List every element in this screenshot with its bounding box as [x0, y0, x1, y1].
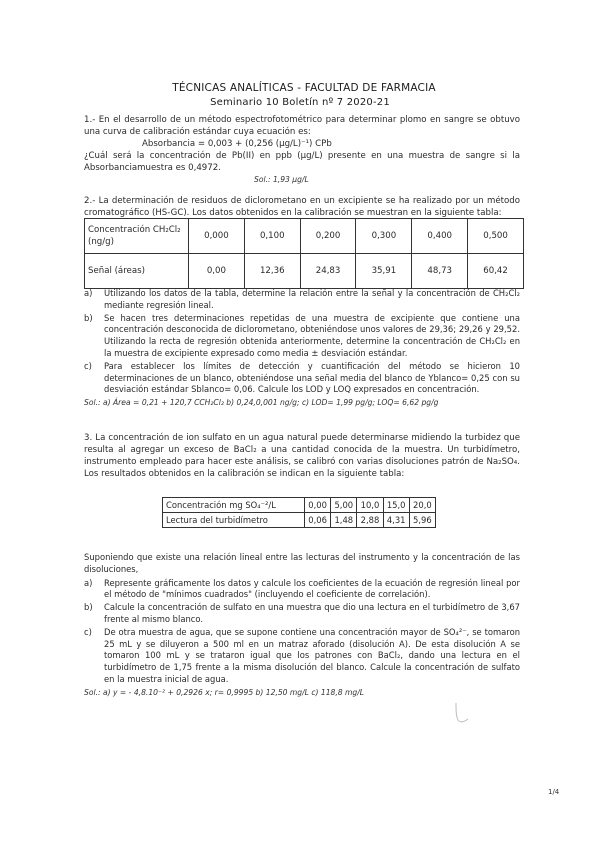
q2-conc-cell: 0,300 [356, 219, 412, 254]
list-item [84, 627, 520, 686]
table-row [85, 219, 524, 254]
q2-conc-cell: 0,000 [189, 219, 245, 254]
q3-reading-cell: 1,48 [331, 513, 357, 528]
list-item [84, 361, 520, 396]
q2-signal-cell: 24,83 [300, 254, 356, 289]
q3-conc-cell: 20,0 [409, 498, 435, 513]
q2-conc-cell: 0,200 [300, 219, 356, 254]
q3-assumption: Suponiendo que existe una relación lineal entre las lecturas del instrumento y la concentración de las disoluciones, [84, 552, 520, 574]
list-marker: a) [84, 577, 93, 588]
list-marker: b) [84, 602, 93, 613]
list-text: Represente gráficamente los datos y calcule los coeficientes de la ecuación de regresión lineal por el método de "mínimos cuadrados" (incluyendo el coeficiente de correlación). [104, 577, 520, 600]
list-text: Calcule la concentración de sulfato en una muestra que dio una lectura en el turbidímetro de 3,67 frente al mismo blanco. [104, 602, 520, 624]
q3-reading-cell: 0,06 [305, 513, 331, 528]
q2-signal-cell: 48,73 [412, 254, 468, 289]
q3-reading-cell: 5,96 [409, 513, 435, 528]
q2-row2-label: Señal (áreas) [85, 254, 189, 289]
list-item [84, 313, 520, 360]
q3-conc-cell: 5,00 [331, 498, 357, 513]
q1-question: ¿Cuál será la concentración de Pb(II) en ppb (µg/L) presente en una muestra de sangre si la Absorbanciamuestra es 0,4972. [84, 151, 520, 173]
q2-calibration-table [84, 218, 524, 289]
q3-body [84, 552, 520, 699]
list-marker: b) [84, 312, 93, 323]
q3-row2-label: Lectura del turbidímetro [163, 513, 305, 528]
list-marker: c) [84, 360, 92, 371]
q1-intro: 1.- En el desarrollo de un método espectrofotométrico para determinar plomo en sangre se obtuvo una curva de calibración estándar cuya ecuación es: [84, 115, 520, 137]
list-item [84, 288, 520, 312]
list-item [84, 578, 520, 602]
question-1 [84, 114, 520, 186]
list-marker: c) [84, 626, 92, 637]
q2-conc-cell: 0,100 [244, 219, 300, 254]
q2-signal-cell: 60,42 [468, 254, 524, 289]
q3-row1-label: Concentración mg SO₄⁻²/L [163, 498, 305, 513]
q2-signal-cell: 35,91 [356, 254, 412, 289]
q3-reading-cell: 4,31 [383, 513, 409, 528]
q1-solution: Sol.: 1,93 µg/L [254, 175, 309, 184]
q2-signal-cell: 12,36 [244, 254, 300, 289]
list-marker: a) [84, 288, 93, 298]
list-text: Se hacen tres determinaciones repetidas de una muestra de excipiente que contiene una concentración desconocida de diclorometano, obteniéndose unos valores de 29,36; 29,26 y 29,52. Utilizando la recta de regresión obtenida anteriormente, determine la concentración de CH₂Cl₂ en la muestra de excipiente expresado como media ± desviación estándar. [104, 312, 520, 358]
table-row [163, 513, 436, 528]
q3-conc-cell: 0,00 [305, 498, 331, 513]
q2-solution: Sol.: a) Área = 0,21 + 120,7 CCH₂Cl₂ b) 0,24,0,001 ng/g; c) LOD= 1,99 pg/g; LOQ= 6,62 pg/g [84, 398, 439, 408]
q2-conc-cell: 0,500 [468, 219, 524, 254]
q2-signal-cell: 0,00 [189, 254, 245, 289]
q3-conc-cell: 15,0 [383, 498, 409, 513]
signature-mark-icon [450, 700, 474, 724]
list-item [84, 602, 520, 626]
q2-conc-cell: 0,400 [412, 219, 468, 254]
list-text: Utilizando los datos de la tabla, determine la relación entre la señal y la concentración de CH₂Cl₂ mediante regresión lineal. [104, 288, 520, 310]
question-3-intro: 3. La concentración de ion sulfato en un agua natural puede determinarse midiendo la turbidez que resulta al agregar un exceso de BaCl₂ a una cantidad conocida de la muestra. Un turbidímetro, instrumento empleado para hacer este análisis, se calibró con varias disoluciones patrón de Na₂SO₄. Los resultados obtenidos en la calibración se indican en la siguiente tabla: [84, 433, 520, 479]
list-text: Para establecer los límites de detección y cuantificación del método se hicieron 10 determinaciones de un blanco, obteniéndose una señal media del blanco de Yblanco= 0,25 con su desviación estándar Sblanco= 0,06. Calcule los LOD y LOQ expresados en concentración. [104, 360, 520, 395]
list-text: De otra muestra de agua, que se supone contiene una concentración mayor de SO₄²⁻, se tomaron 25 mL y se diluyeron a 500 ml en un matraz aforado (disolución A). De esta disolución A se tomaron 100 mL y se trataron igual que los patrones con BaCl₂, dando una lectura en el turbidímetro de 1,75 frente a la misma disolución del blanco. Calcule la concentración de sulfato en la muestra inicial de agua. [104, 626, 520, 684]
q3-conc-cell: 10,0 [357, 498, 383, 513]
q3-solution: Sol.: a) y = - 4,8.10⁻² + 0,2926 x; r= 0,9995 b) 12,50 mg/L c) 118,8 mg/L [84, 687, 365, 697]
document-subtitle: Seminario 10 Boletín nº 7 2020-21 [210, 97, 390, 108]
document-title: TÉCNICAS ANALÍTICAS - FACULTAD DE FARMACIA [172, 82, 436, 94]
table-row [85, 254, 524, 289]
q2-row1-label: Concentración CH₂Cl₂ (ng/g) [85, 219, 189, 254]
q3-calibration-table [162, 497, 436, 528]
q2-items [84, 288, 520, 409]
q3-reading-cell: 2,88 [357, 513, 383, 528]
question-2-intro: 2.- La determinación de residuos de diclorometano en un excipiente se ha realizado por un método cromatográfico (HS-GC). Los datos obtenidos en la calibración se muestran en la siguiente tabla: [84, 196, 520, 218]
q1-equation: Absorbancia = 0,003 + (0,256 (µg/L)⁻¹) CPb [142, 139, 332, 149]
table-row [163, 498, 436, 513]
page-number: 1/4 [548, 788, 560, 796]
